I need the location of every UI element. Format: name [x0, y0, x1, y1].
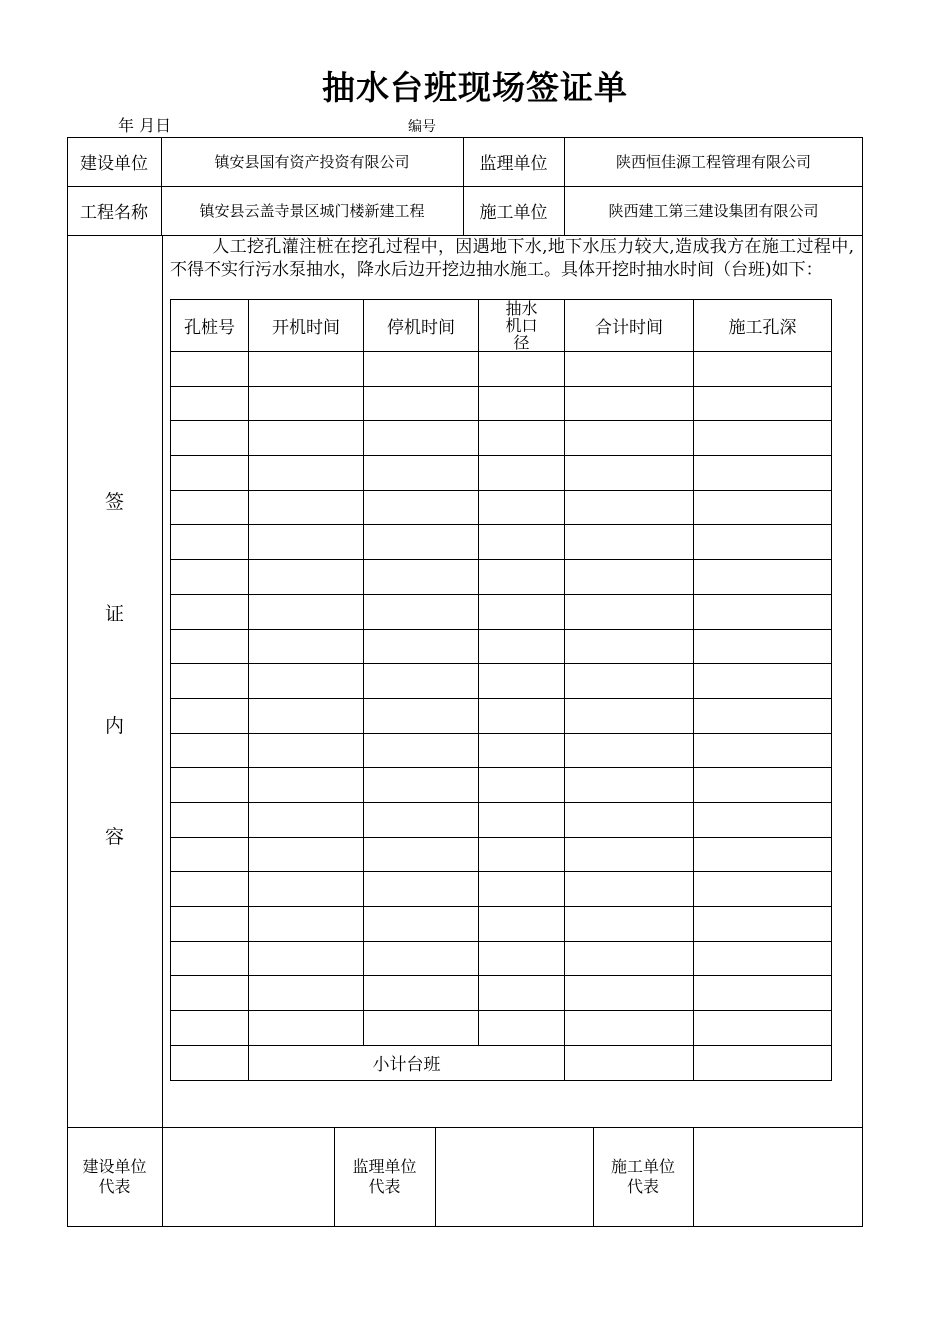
- table-cell: [479, 594, 565, 629]
- table-cell: [479, 1011, 565, 1046]
- table-cell: [364, 560, 479, 595]
- table-cell: [364, 976, 479, 1011]
- table-cell: [694, 386, 832, 421]
- table-cell: [171, 629, 249, 664]
- table-cell: [364, 421, 479, 456]
- table-row: [171, 490, 832, 525]
- table-cell: [565, 490, 694, 525]
- table-cell: [249, 490, 364, 525]
- table-cell: [171, 456, 249, 491]
- supervision-unit-label: 监理单位: [479, 154, 548, 174]
- table-cell: [479, 941, 565, 976]
- subtotal-row: [171, 1045, 832, 1080]
- table-row: [171, 594, 832, 629]
- table-cell: [364, 698, 479, 733]
- table-cell: [565, 802, 694, 837]
- table-cell: [694, 456, 832, 491]
- table-cell: [171, 421, 249, 456]
- table-cell: [171, 386, 249, 421]
- table-cell: [694, 837, 832, 872]
- table-cell: [694, 1045, 832, 1080]
- table-cell: [249, 525, 364, 560]
- table-cell: [171, 907, 249, 942]
- construction-rep-signature: [162, 1127, 334, 1227]
- contractor-rep-signature: [693, 1127, 863, 1227]
- table-cell: [694, 907, 832, 942]
- supervision-rep-label: 监理单位代表: [352, 1157, 417, 1196]
- table-row: [171, 352, 832, 387]
- table-cell: [364, 490, 479, 525]
- content-paragraph: [170, 236, 854, 282]
- table-cell: [364, 802, 479, 837]
- table-cell: [479, 837, 565, 872]
- table-row: [171, 456, 832, 491]
- table-cell: [479, 802, 565, 837]
- table-body: [171, 352, 832, 1046]
- table-row: [171, 768, 832, 803]
- table-row: [171, 629, 832, 664]
- table-cell: [694, 872, 832, 907]
- table-cell: [171, 733, 249, 768]
- table-cell: [565, 941, 694, 976]
- table-row: [171, 525, 832, 560]
- table-cell: [364, 352, 479, 387]
- table-row: [171, 560, 832, 595]
- table-cell: [565, 698, 694, 733]
- table-cell: [171, 976, 249, 1011]
- table-cell: [171, 698, 249, 733]
- col-header-stop-time: 停机时间: [364, 300, 479, 352]
- table-cell: [249, 352, 364, 387]
- table-cell: [249, 664, 364, 699]
- table-cell: [249, 629, 364, 664]
- section-label-char-3: 内: [104, 714, 124, 737]
- table-cell: [249, 1011, 364, 1046]
- table-cell: [565, 525, 694, 560]
- pumping-record-table: [170, 299, 832, 1081]
- table-cell: [565, 1011, 694, 1046]
- table-cell: [171, 768, 249, 803]
- subtotal-label: 小计台班: [249, 1045, 565, 1080]
- table-cell: [565, 733, 694, 768]
- table-cell: [565, 976, 694, 1011]
- table-cell: [694, 490, 832, 525]
- table-row: [171, 976, 832, 1011]
- table-row: [171, 941, 832, 976]
- table-cell: [694, 421, 832, 456]
- table-row: [171, 802, 832, 837]
- table-cell: [364, 907, 479, 942]
- document-title: 抽水台班现场签证单: [322, 68, 628, 107]
- table-row: [171, 698, 832, 733]
- table-cell: [565, 1045, 694, 1080]
- table-cell: [479, 386, 565, 421]
- table-cell: [249, 941, 364, 976]
- table-cell: [249, 907, 364, 942]
- table-cell: [565, 386, 694, 421]
- table-cell: [479, 560, 565, 595]
- table-cell: [479, 421, 565, 456]
- table-cell: [479, 768, 565, 803]
- table-cell: [694, 768, 832, 803]
- col-header-hole-depth: 施工孔深: [694, 300, 832, 352]
- table-row: [171, 421, 832, 456]
- table-cell: [565, 421, 694, 456]
- table-cell: [479, 352, 565, 387]
- table-cell: [364, 733, 479, 768]
- table-cell: [171, 490, 249, 525]
- table-cell: [249, 594, 364, 629]
- table-cell: [364, 872, 479, 907]
- table-row: [171, 872, 832, 907]
- table-cell: [171, 594, 249, 629]
- supervision-rep-signature: [435, 1127, 593, 1227]
- table-cell: [694, 664, 832, 699]
- table-cell: [694, 733, 832, 768]
- project-name-value: 镇安县云盖寺景区城门楼新建工程: [199, 202, 425, 220]
- date-field: 年 月日: [118, 116, 172, 135]
- table-cell: [565, 560, 694, 595]
- table-cell: [479, 629, 565, 664]
- table-row: [171, 386, 832, 421]
- col-divider-content: [162, 235, 163, 1127]
- table-cell: [565, 629, 694, 664]
- pump-caliber-text: 抽水机口径: [505, 299, 538, 352]
- content-paragraph-text: 人工挖孔灌注桩在挖孔过程中，因遇地下水,地下水压力较大,造成我方在施工过程中,不得不实行污水泵抽水，降水后边开挖边抽水施工。具体开挖时抽水时间（台班)如下：: [170, 237, 854, 280]
- table-cell: [249, 421, 364, 456]
- table-cell: [249, 560, 364, 595]
- table-cell: [694, 352, 832, 387]
- col-header-pile-no: 孔桩号: [171, 300, 249, 352]
- table-row: [171, 664, 832, 699]
- col-header-total-time: 合计时间: [565, 300, 694, 352]
- table-cell: [565, 837, 694, 872]
- table-row: [171, 1011, 832, 1046]
- table-cell: [249, 698, 364, 733]
- table-cell: [364, 837, 479, 872]
- table-cell: [364, 525, 479, 560]
- table-cell: [171, 1011, 249, 1046]
- construction-unit-label: 建设单位: [80, 154, 148, 174]
- table-cell: [249, 837, 364, 872]
- table-cell: [694, 941, 832, 976]
- construction-unit-value: 镇安县国有资产投资有限公司: [214, 153, 410, 171]
- project-name-label: 工程名称: [80, 203, 148, 223]
- table-cell: [565, 594, 694, 629]
- table-cell: [479, 733, 565, 768]
- table-cell: [249, 456, 364, 491]
- col-header-pump-caliber: [479, 300, 565, 352]
- table-cell: [364, 941, 479, 976]
- table-cell: [565, 872, 694, 907]
- table-cell: [364, 386, 479, 421]
- table-cell: [694, 525, 832, 560]
- table-row: [171, 733, 832, 768]
- table-cell: [171, 837, 249, 872]
- table-cell: [249, 802, 364, 837]
- table-cell: [479, 490, 565, 525]
- supervision-unit-value: 陕西恒佳源工程管理有限公司: [615, 153, 811, 171]
- table-cell: [694, 560, 832, 595]
- table-cell: [364, 664, 479, 699]
- table-cell: [249, 872, 364, 907]
- table-cell: [479, 872, 565, 907]
- col-header-start-time: 开机时间: [249, 300, 364, 352]
- table-cell: [694, 802, 832, 837]
- table-cell: [565, 907, 694, 942]
- table-cell: [694, 976, 832, 1011]
- table-cell: [364, 594, 479, 629]
- table-cell: [364, 629, 479, 664]
- table-cell: [171, 941, 249, 976]
- table-cell: [479, 664, 565, 699]
- section-label-char-1: 签: [104, 490, 124, 513]
- table-cell: [171, 525, 249, 560]
- table-cell: [479, 525, 565, 560]
- contractor-unit-label: 施工单位: [479, 203, 548, 223]
- table-row: [171, 907, 832, 942]
- table-cell: [171, 664, 249, 699]
- table-cell: [479, 907, 565, 942]
- table-cell: [171, 872, 249, 907]
- table-cell: [171, 802, 249, 837]
- table-cell: [171, 352, 249, 387]
- table-cell: [249, 976, 364, 1011]
- table-cell: [565, 456, 694, 491]
- number-field: 编号: [408, 119, 436, 135]
- table-cell: [565, 768, 694, 803]
- table-header-row: [171, 300, 832, 352]
- section-label-char-4: 容: [104, 825, 124, 848]
- table-row: [171, 837, 832, 872]
- table-cell: [249, 768, 364, 803]
- table-cell: [694, 698, 832, 733]
- table-cell: [565, 664, 694, 699]
- table-cell: [171, 560, 249, 595]
- table-cell: [479, 698, 565, 733]
- table-cell: [364, 1011, 479, 1046]
- construction-rep-label: 建设单位代表: [82, 1157, 147, 1196]
- section-label-char-2: 证: [104, 602, 124, 625]
- table-cell: [249, 733, 364, 768]
- table-cell: [479, 456, 565, 491]
- table-cell: [249, 386, 364, 421]
- table-cell: [364, 768, 479, 803]
- table-cell: [694, 629, 832, 664]
- table-cell: [479, 976, 565, 1011]
- contractor-unit-value: 陕西建工第三建设集团有限公司: [608, 202, 819, 220]
- table-cell: [694, 594, 832, 629]
- table-cell: [364, 456, 479, 491]
- contractor-rep-label: 施工单位代表: [610, 1157, 675, 1196]
- table-cell: [694, 1011, 832, 1046]
- table-cell: [171, 1045, 249, 1080]
- table-cell: [565, 352, 694, 387]
